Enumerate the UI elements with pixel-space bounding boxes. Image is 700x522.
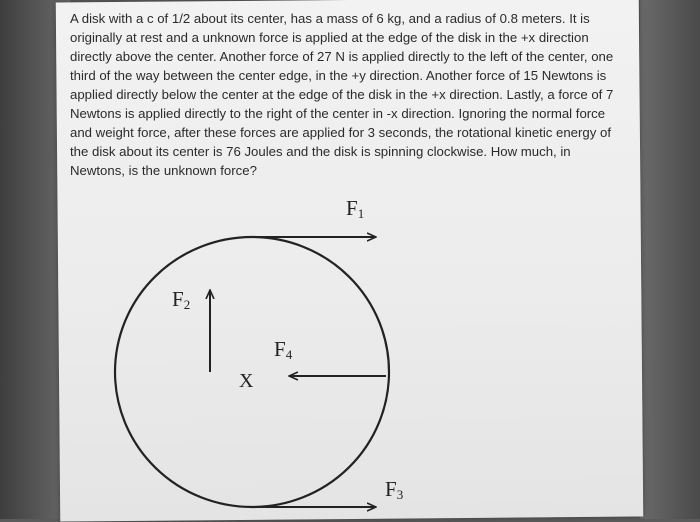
center-x-label: X — [239, 370, 254, 392]
f3-label: F3 — [385, 477, 404, 502]
f4-label: F4 — [274, 337, 293, 362]
problem-text: A disk with a c of 1/2 about its center, has a mass of 6 kg, and a radius of 0.8 meters. It is originally at rest and a unknown force is applied at the edge of the disk in the +x direction directly above the center. Another force of 27 N is applied directly to the left of the center, one third of the way between the center edge, in the +y direction. Another force of 15 Newtons is applied directly below the center at the edge of the disk in the +x direction. Lastly, a force of 7 Newtons is applied directly to the right of the center in -x direction. Ignoring the normal force and weight force, after these forces are applied for 3 seconds, the rotational kinetic energy of the disk about its center is 76 Joules and the disk is spinning clockwise. How much, in Newtons, is the unknown force? — [70, 11, 614, 178]
f2-label: F2 — [172, 287, 191, 312]
f1-label: F1 — [346, 196, 365, 221]
